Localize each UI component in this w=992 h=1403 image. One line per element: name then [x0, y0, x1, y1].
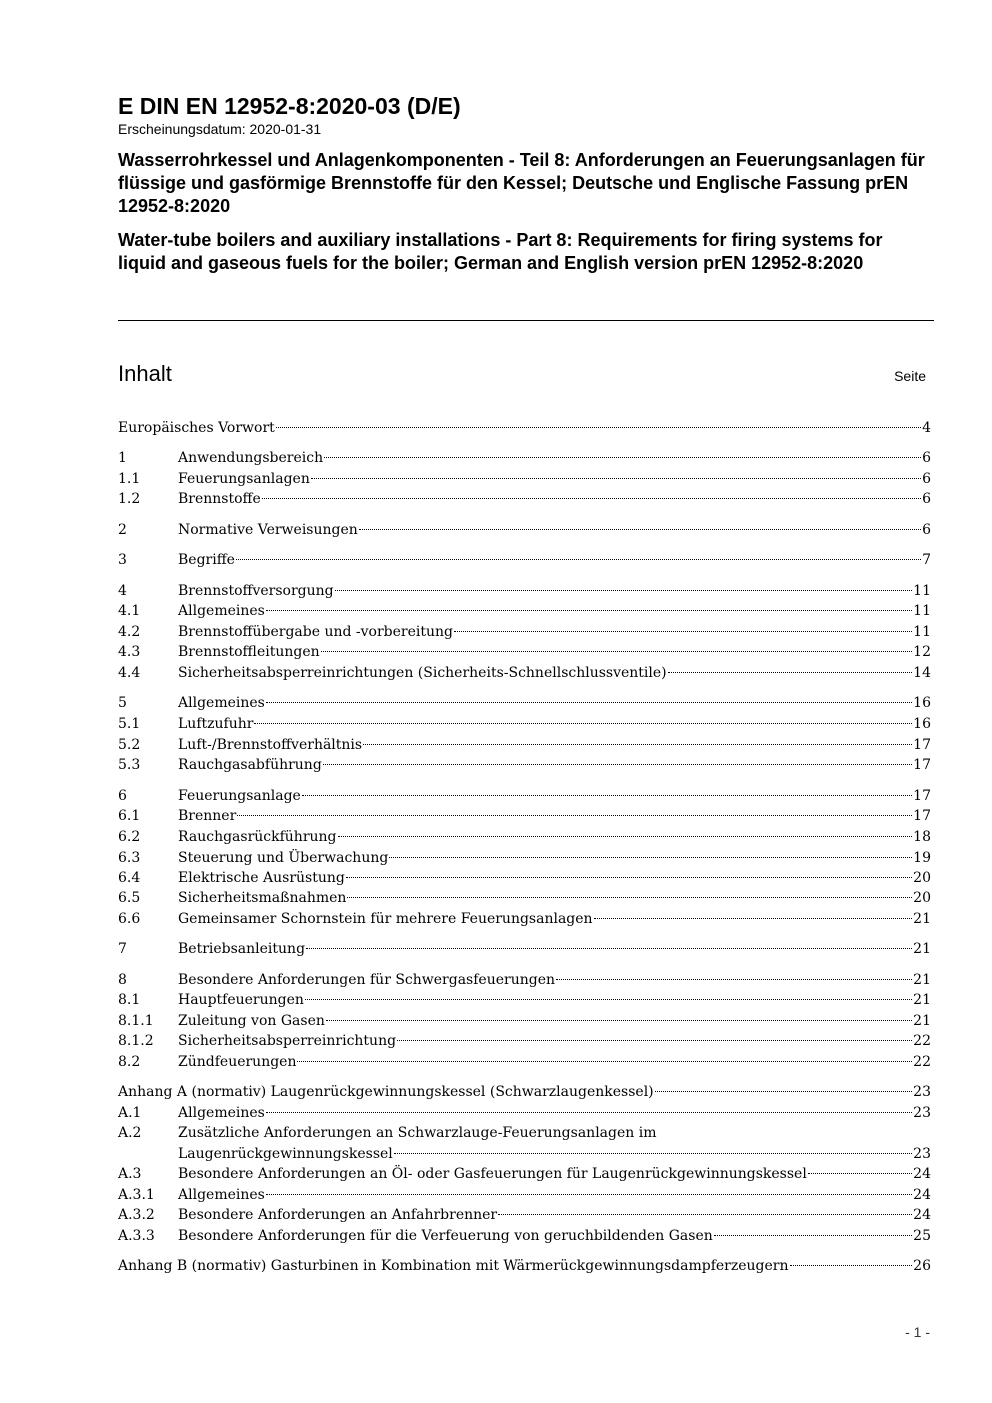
toc-entry-page: 16	[913, 716, 931, 732]
toc-entry-page: 6	[922, 471, 931, 487]
toc-entry[interactable]	[118, 1205, 931, 1225]
toc-dot-leader	[323, 764, 912, 765]
toc-entry-label: Brennstoffe	[178, 491, 261, 507]
toc-entry[interactable]	[118, 1144, 931, 1164]
toc-dot-leader	[346, 877, 912, 878]
toc-entry-label: Europäisches Vorwort	[118, 420, 275, 436]
toc-dot-leader	[347, 897, 912, 898]
toc-entry-label: Brennstoffübergabe und -vorbereitung	[178, 624, 453, 640]
toc-entry[interactable]	[118, 520, 931, 540]
toc-dot-leader	[326, 1020, 912, 1021]
toc-entry-page: 21	[913, 1013, 931, 1029]
toc-entry-page: 6	[922, 450, 931, 466]
toc-entry-page: 12	[913, 644, 931, 660]
toc-entry[interactable]	[118, 693, 931, 713]
document-header	[118, 92, 934, 275]
toc-entry-number: 4	[118, 583, 127, 599]
toc-entry[interactable]	[118, 755, 931, 775]
toc-entry[interactable]	[118, 448, 931, 468]
toc-dot-leader	[254, 723, 912, 724]
toc-entry-number: 5.3	[118, 757, 141, 773]
toc-entry-number: 4.4	[118, 665, 141, 681]
toc-entry-label: Steuerung und Überwachung	[178, 850, 389, 866]
toc-entry-number: 8.1.2	[118, 1033, 154, 1049]
toc-entry-number: 8.1.1	[118, 1013, 154, 1029]
toc-entry-page: 11	[913, 583, 931, 599]
toc-entry-number: A.3.1	[118, 1187, 155, 1203]
title-english: Water-tube boilers and auxiliary installations - Part 8: Requirements for firing systems for liquid and gaseous fuels for the boiler; German and English version prEN 12952-8:2020	[118, 230, 883, 273]
toc-dot-leader	[324, 457, 921, 458]
toc-entry-label: Anhang A (normativ) Laugenrückgewinnungskessel (Schwarzlaugenkessel)	[118, 1084, 654, 1100]
toc-entry-page: 23	[913, 1146, 931, 1162]
toc-entry-page: 26	[913, 1258, 931, 1274]
toc-entry-number: 4.2	[118, 624, 141, 640]
toc-entry-page: 20	[913, 870, 931, 886]
toc-entry-label: Allgemeines	[178, 603, 265, 619]
toc-entry-page: 21	[913, 911, 931, 927]
toc-entry[interactable]	[118, 1226, 931, 1246]
toc-title: Inhalt	[118, 361, 172, 386]
toc-entry-page: 21	[913, 992, 931, 1008]
toc-entry[interactable]	[118, 888, 931, 908]
toc-entry[interactable]	[118, 909, 931, 929]
toc-entry-label: Allgemeines	[178, 1105, 265, 1121]
toc-entry-number: A.2	[118, 1125, 142, 1141]
toc-entry-number: 6.2	[118, 829, 141, 845]
toc-dot-leader	[276, 427, 921, 428]
toc-entry-number: 4.1	[118, 603, 141, 619]
toc-entry-page: 17	[913, 788, 931, 804]
toc-dot-leader	[311, 478, 921, 479]
toc-entry-page: 11	[913, 624, 931, 640]
toc-entry-label: Allgemeines	[178, 1187, 265, 1203]
toc-entry-number: 1.1	[118, 471, 141, 487]
toc-entry-page: 14	[913, 665, 931, 681]
toc-dot-leader	[297, 1061, 912, 1062]
toc-dot-leader	[594, 918, 913, 919]
toc-entry-page: 21	[913, 972, 931, 988]
toc-dot-leader	[266, 702, 912, 703]
toc-entry-number: 3	[118, 552, 127, 568]
toc-dot-leader	[389, 857, 912, 858]
toc-entry[interactable]	[118, 806, 931, 826]
toc-dot-leader	[714, 1235, 912, 1236]
toc-entry-number: 4.3	[118, 644, 141, 660]
toc-dot-leader	[306, 948, 912, 949]
toc-entry-label: Sicherheitsabsperreinrichtungen (Sicherheits-Schnellschlussventile)	[178, 665, 667, 681]
toc-dot-leader	[305, 999, 912, 1000]
toc-entry-label: Begriffe	[178, 552, 235, 568]
toc-entry[interactable]	[118, 827, 931, 847]
toc-entry-label: Zusätzliche Anforderungen an Schwarzlauge-Feuerungsanlagen im	[178, 1125, 657, 1141]
toc-entry[interactable]	[118, 663, 931, 683]
toc-entry-number: 6.4	[118, 870, 141, 886]
toc-entry[interactable]	[118, 1103, 931, 1123]
toc-entry-label: Feuerungsanlagen	[178, 471, 310, 487]
toc-entry-page: 6	[922, 491, 931, 507]
toc-entry-number: 6	[118, 788, 127, 804]
toc-dot-leader	[655, 1091, 913, 1092]
toc-entry-number: 8	[118, 972, 127, 988]
toc-entry[interactable]	[118, 1082, 931, 1102]
toc-entry-number: 2	[118, 522, 127, 538]
toc-entry-number: 1	[118, 450, 127, 466]
toc-dot-leader	[266, 1194, 912, 1195]
toc-entry-page: 17	[913, 737, 931, 753]
toc-entry[interactable]	[118, 1011, 931, 1031]
toc-entry-page: 24	[913, 1207, 931, 1223]
toc-dot-leader	[262, 498, 921, 499]
toc-entry-label: Betriebsanleitung	[178, 941, 306, 957]
toc-entry-page: 24	[913, 1187, 931, 1203]
toc-entry[interactable]	[118, 868, 931, 888]
toc-entry-page: 23	[913, 1084, 931, 1100]
toc-dot-leader	[237, 815, 912, 816]
toc-entry[interactable]	[118, 489, 931, 509]
toc-entry-number: 5	[118, 695, 127, 711]
toc-entry-page: 16	[913, 695, 931, 711]
toc-entry[interactable]	[118, 550, 931, 570]
toc-entry-number: 6.5	[118, 890, 141, 906]
toc-entry[interactable]	[118, 642, 931, 662]
toc-entry-label: Besondere Anforderungen an Öl- oder Gasfeuerungen für Laugenrückgewinnungskessel	[178, 1166, 807, 1182]
toc-heading	[118, 360, 926, 390]
toc-entry-label: Besondere Anforderungen für die Verfeuerung von geruchbildenden Gasen	[178, 1228, 713, 1244]
toc-entry-number: A.3	[118, 1166, 142, 1182]
toc-entry[interactable]	[118, 848, 931, 868]
toc-entry[interactable]	[118, 714, 931, 734]
toc-entry-page: 23	[913, 1105, 931, 1121]
toc-entry-number: 8.1	[118, 992, 141, 1008]
toc-dot-leader	[397, 1040, 912, 1041]
toc-dot-leader	[790, 1265, 913, 1266]
toc-entry-label: Luft-/Brennstoffverhältnis	[178, 737, 363, 753]
toc-entry-number: 5.1	[118, 716, 141, 732]
toc-entry[interactable]	[118, 1256, 931, 1276]
toc-dot-leader	[266, 610, 912, 611]
toc-entry-page: 17	[913, 808, 931, 824]
toc-entry-label: Gemeinsamer Schornstein für mehrere Feuerungsanlagen	[178, 911, 593, 927]
toc-entry[interactable]	[118, 469, 931, 489]
toc-entry-label: Besondere Anforderungen an Anfahrbrenner	[178, 1207, 498, 1223]
toc-entry-number: A.1	[118, 1105, 142, 1121]
toc-entry-page: 21	[913, 941, 931, 957]
toc-entry-label: Laugenrückgewinnungskessel	[178, 1146, 393, 1162]
toc-dot-leader	[335, 590, 913, 591]
toc-entry[interactable]	[118, 939, 931, 959]
toc-entry[interactable]	[118, 990, 931, 1010]
toc-entry-page: 24	[913, 1166, 931, 1182]
toc-entry-page: 22	[913, 1054, 931, 1070]
toc-entry[interactable]	[118, 735, 931, 755]
toc-entry-number: A.3.2	[118, 1207, 155, 1223]
toc-entry-label: Elektrische Ausrüstung	[178, 870, 345, 886]
toc-dot-leader	[498, 1214, 912, 1215]
toc-entry-label: Brennstoffversorgung	[178, 583, 334, 599]
toc-entry-label: Luftzufuhr	[178, 716, 254, 732]
toc-entry[interactable]	[118, 581, 931, 601]
toc-entry-label: Besondere Anforderungen für Schwergasfeuerungen	[178, 972, 555, 988]
toc-entry-page: 7	[922, 552, 931, 568]
page-number: - 1 -	[905, 1324, 930, 1340]
toc-entry-label: Hauptfeuerungen	[178, 992, 304, 1008]
toc-entry-number: 6.3	[118, 850, 141, 866]
toc-entry-label: Normative Verweisungen	[178, 522, 358, 538]
toc-entry-page: 19	[913, 850, 931, 866]
toc-entry-number: A.3.3	[118, 1228, 155, 1244]
toc-entry-page: 22	[913, 1033, 931, 1049]
toc-entry-label: Anhang B (normativ) Gasturbinen in Kombination mit Wärmerückgewinnungsdampferzeugern	[118, 1258, 789, 1274]
toc-entry-number: 8.2	[118, 1054, 141, 1070]
toc-entry[interactable]	[118, 970, 931, 990]
publication-date: Erscheinungsdatum: 2020-01-31	[118, 121, 322, 137]
toc-entry-label: Zündfeuerungen	[178, 1054, 297, 1070]
toc-entry-number: 6.6	[118, 911, 141, 927]
toc-entry-label: Anwendungsbereich	[178, 450, 324, 466]
toc-dot-leader	[454, 631, 912, 632]
toc-entry-number: 1.2	[118, 491, 141, 507]
toc-entry-page: 18	[913, 829, 931, 845]
toc-entry-label: Rauchgasabführung	[178, 757, 322, 773]
toc-dot-leader	[321, 651, 913, 652]
toc-entry-page: 17	[913, 757, 931, 773]
toc-dot-leader	[556, 979, 912, 980]
toc-entry-label: Zuleitung von Gasen	[178, 1013, 325, 1029]
toc-entry[interactable]	[118, 601, 931, 621]
toc-entry-page: 20	[913, 890, 931, 906]
toc-dot-leader	[338, 836, 913, 837]
toc-dot-leader	[302, 795, 912, 796]
toc-dot-leader	[668, 672, 913, 673]
toc-dot-leader	[236, 559, 921, 560]
toc-entry-label: Feuerungsanlage	[178, 788, 301, 804]
toc-dot-leader	[808, 1173, 912, 1174]
toc-entry[interactable]	[118, 622, 931, 642]
toc-dot-leader	[363, 744, 912, 745]
toc-entry-label: Rauchgasrückführung	[178, 829, 337, 845]
toc-entry-number: 6.1	[118, 808, 141, 824]
toc-entry-label: Brenner	[178, 808, 237, 824]
toc-entry-page: 4	[922, 420, 931, 436]
toc-entry-label: Sicherheitsmaßnahmen	[178, 890, 347, 906]
toc-entry[interactable]	[118, 1185, 931, 1205]
toc-entry-label: Brennstoffleitungen	[178, 644, 320, 660]
toc-entry-page: 11	[913, 603, 931, 619]
toc-entry-label: Sicherheitsabsperreinrichtung	[178, 1033, 397, 1049]
document-id: E DIN EN 12952-8:2020-03 (D/E)	[118, 93, 461, 119]
toc-entry[interactable]	[118, 1123, 931, 1143]
header-divider	[118, 320, 934, 321]
title-german: Wasserrohrkessel und Anlagenkomponenten - Teil 8: Anforderungen an Feuerungsanlagen für flüssige und gasförmige Brennstoffe für den Kessel; Deutsche und Englische Fassung prEN 12952-8:2020	[118, 150, 925, 216]
toc-entry-page: 25	[913, 1228, 931, 1244]
toc-entry-label: Allgemeines	[178, 695, 265, 711]
toc-dot-leader	[359, 529, 921, 530]
toc-dot-leader	[266, 1112, 912, 1113]
toc-entry[interactable]	[118, 418, 931, 438]
toc-entry[interactable]	[118, 1164, 931, 1184]
toc-entry[interactable]	[118, 1052, 931, 1072]
toc-page-column-label: Seite	[894, 368, 926, 384]
toc-entry[interactable]	[118, 786, 931, 806]
toc-entry[interactable]	[118, 1031, 931, 1051]
toc-entry-number: 5.2	[118, 737, 141, 753]
toc-entry-page: 6	[922, 522, 931, 538]
toc-dot-leader	[394, 1153, 912, 1154]
toc-entry-number: 7	[118, 941, 127, 957]
